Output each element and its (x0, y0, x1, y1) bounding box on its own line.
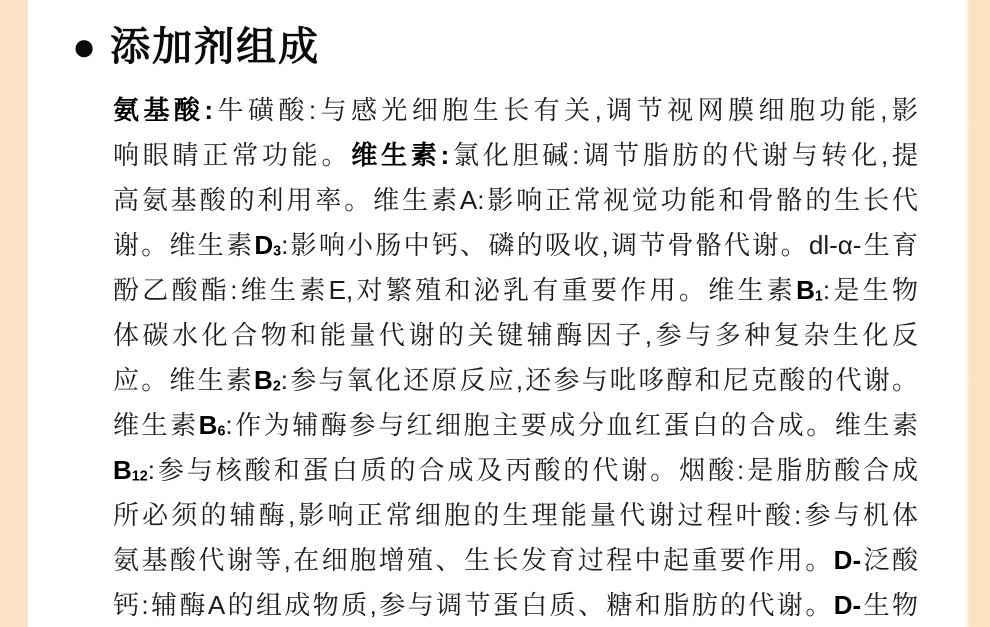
text-segment: 氨基酸代谢等,在细胞增殖、生长发育过程中起重要作用。 (113, 545, 834, 575)
text-segment: 响眼睛正常功能。 (113, 140, 352, 170)
text-segment: 高氨基酸的利用率。维生素A:影响正常视觉功能和骨骼的生长代 (113, 185, 918, 215)
emphasized-text: 12 (131, 468, 148, 485)
body-paragraph (113, 88, 918, 627)
text-segment: 所必须的辅酶,影响正常细胞的生理能量代谢过程叶酸:参与机体 (113, 500, 918, 530)
paragraph-line (113, 358, 918, 403)
page-title: 添加剂组成 (110, 25, 321, 69)
emphasized-text: 1 (814, 288, 823, 305)
paragraph-line (113, 178, 918, 223)
emphasized-text: B (796, 275, 815, 305)
text-segment: 泛酸 (861, 545, 918, 575)
emphasized-text: B (254, 365, 273, 395)
text-segment: 应。维生素 (113, 365, 255, 395)
emphasized-text: 3 (273, 243, 282, 260)
emphasized-text: 维生素: (351, 140, 450, 170)
text-segment: 谢。维生素 (113, 230, 255, 260)
emphasized-text: D (254, 230, 274, 260)
paragraph-line (113, 448, 918, 493)
text-segment: 维生素 (113, 410, 199, 440)
emphasized-text: B (198, 410, 218, 440)
text-segment: :参与核酸和蛋白质的合成及丙酸的代谢。烟酸:是脂肪酸合成 (147, 455, 918, 485)
paragraph-line (113, 493, 918, 538)
emphasized-text: 氨基酸: (113, 95, 214, 125)
paragraph-line (113, 403, 918, 448)
paragraph-line (113, 268, 918, 313)
text-segment: :参与氧化还原反应,还参与吡哆醇和尼克酸的代谢。 (280, 365, 918, 395)
text-segment: :作为辅酶参与红细胞主要成分血红蛋白的合成。维生素 (225, 410, 918, 440)
emphasized-text: D- (833, 545, 862, 575)
emphasized-text: B (113, 455, 132, 485)
text-segment: :是生物 (822, 275, 918, 305)
text-segment: :影响小肠中钙、磷的吸收,调节骨骼代谢。dl-α-生育 (281, 230, 918, 260)
text-segment: 钙:辅酶A的组成物质,参与调节蛋白质、糖和脂肪的代谢。 (113, 590, 834, 620)
paragraph-line (113, 88, 918, 133)
paragraph-line (113, 583, 918, 627)
paragraph-line (113, 133, 918, 178)
paragraph-line (113, 538, 918, 583)
section-heading (72, 24, 320, 70)
paragraph-line (113, 313, 918, 358)
left-border-strip (0, 0, 28, 627)
text-segment: 氯化胆碱:调节脂肪的代谢与转化,提 (449, 140, 918, 170)
text-segment: 体碳水化合物和能量代谢的关键辅酶因子,参与多种复杂生化反 (113, 320, 918, 350)
emphasized-text: D- (833, 590, 862, 620)
paragraph-line (113, 223, 918, 268)
emphasized-text: 2 (272, 378, 281, 395)
text-segment: 牛磺酸:与感光细胞生长有关,调节视网膜细胞功能,影 (213, 95, 918, 125)
bullet-icon: ● (72, 25, 97, 69)
right-border-strip (965, 0, 990, 627)
text-segment: 酚乙酸酯:维生素E,对繁殖和泌乳有重要作用。维生素 (113, 275, 797, 305)
text-segment: 生物 (861, 590, 918, 620)
emphasized-text: 6 (217, 423, 226, 440)
